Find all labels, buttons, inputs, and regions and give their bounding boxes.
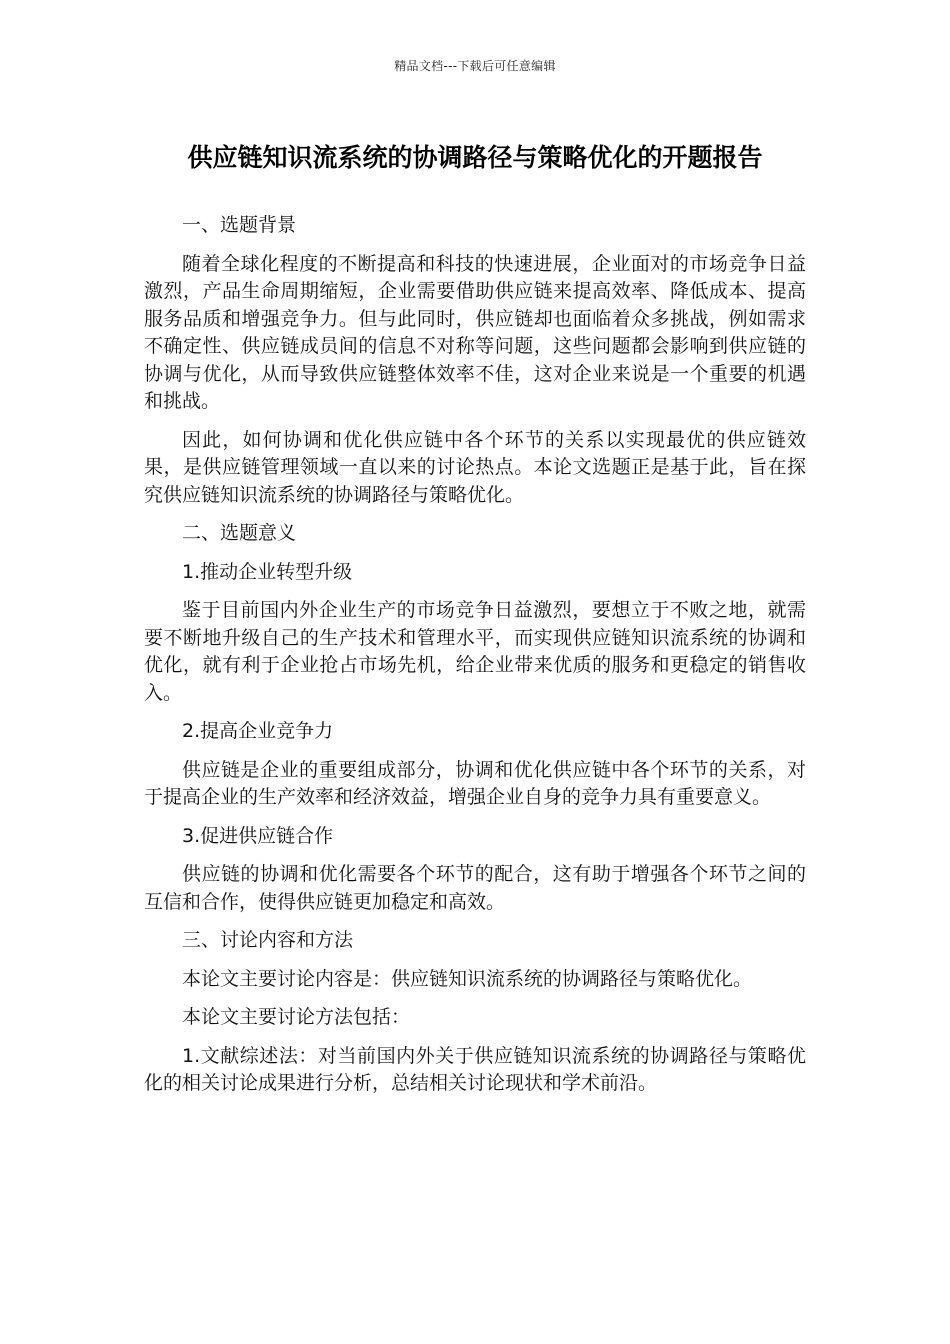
body-paragraph: 因此，如何协调和优化供应链中各个环节的关系以实现最优的供应链效果，是供应链管理领域一直以来的讨论热点。本论文选题正是基于此，旨在探究供应链知识流系统的协调路径与策略优化。 xyxy=(144,428,806,506)
body-paragraph: 鉴于目前国内外企业生产的市场竞争日益激烈，要想立于不败之地，就需要不断地升级自己的生产技术和管理水平，而实现供应链知识流系统的协调和优化，就有利于企业抢占市场先机，给企业带来优质的服务和更稳定的销售收入。 xyxy=(144,599,806,704)
body-paragraph: 1.文献综述法：对当前国内外关于供应链知识流系统的协调路径与策略优化的相关讨论成果进行分析，总结相关讨论现状和学术前沿。 xyxy=(144,1044,806,1094)
subheading: 2.提高企业竞争力 xyxy=(182,720,334,742)
section-heading-background: 一、选题背景 xyxy=(182,214,297,236)
body-paragraph: 随着全球化程度的不断提高和科技的快速进展，企业面对的市场竞争日益激烈，产品生命周期缩短，企业需要借助供应链来提高效率、降低成本、提高服务品质和增强竞争力。但与此同时，供应链却也面临着众多挑战，例如需求不确定性、供应链成员间的信息不对称等问题，这些问题都会影响到供应链的协调与优化，从而导致供应链整体效率不佳，这对企业来说是一个重要的机遇和挑战。 xyxy=(144,252,806,412)
section-heading-content-method: 三、讨论内容和方法 xyxy=(182,929,354,951)
body-paragraph: 供应链是企业的重要组成部分，协调和优化供应链中各个环节的关系，对于提高企业的生产效率和经济效益，增强企业自身的竞争力具有重要意义。 xyxy=(144,758,806,808)
body-paragraph: 供应链的协调和优化需要各个环节的配合，这有助于增强各个环节之间的互信和合作，使得供应链更加稳定和高效。 xyxy=(144,863,806,913)
document-title: 供应链知识流系统的协调路径与策略优化的开题报告 xyxy=(187,143,763,172)
body-paragraph: 本论文主要讨论内容是：供应链知识流系统的协调路径与策略优化。 xyxy=(182,967,753,990)
body-paragraph: 本论文主要讨论方法包括： xyxy=(182,1006,411,1028)
document-body xyxy=(144,212,806,1109)
header-note: 精品文档---下载后可任意编辑 xyxy=(394,59,556,73)
section-heading-significance: 二、选题意义 xyxy=(182,522,297,544)
subheading: 1.推动企业转型升级 xyxy=(182,560,353,583)
subheading: 3.促进供应链合作 xyxy=(182,824,334,847)
